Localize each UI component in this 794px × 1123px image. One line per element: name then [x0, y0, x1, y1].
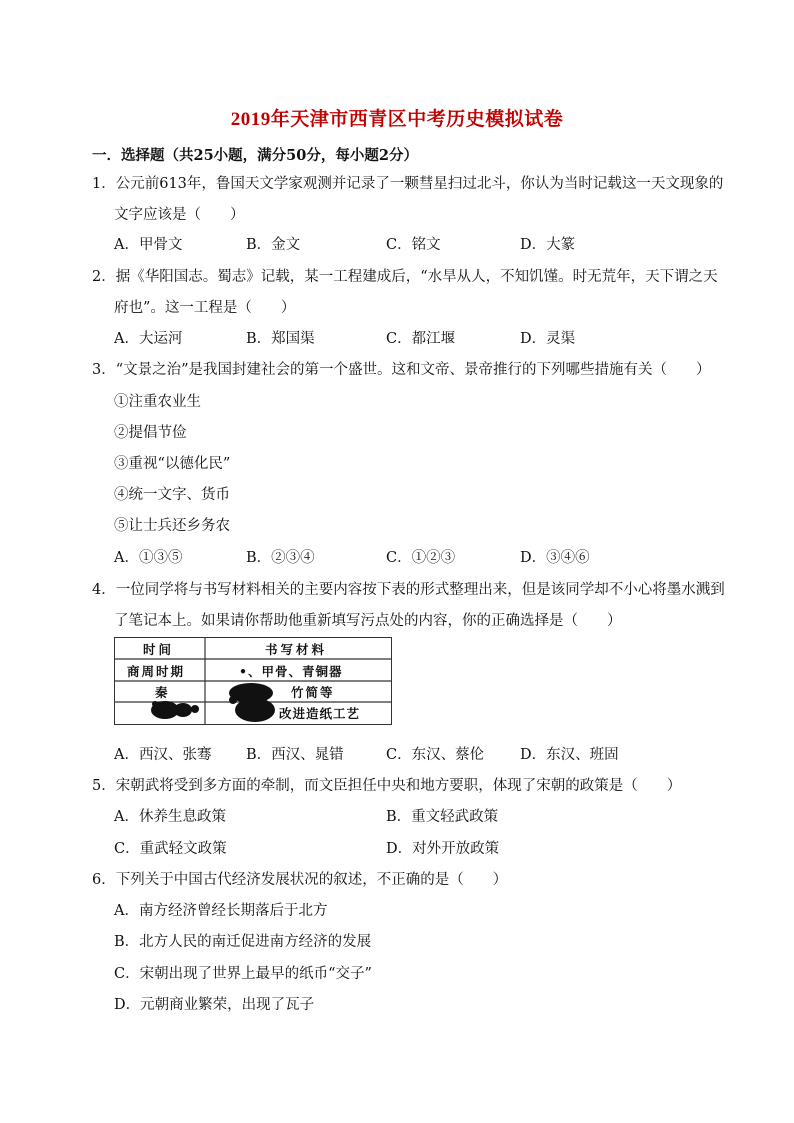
ink-blot-right: [229, 683, 275, 722]
q5-option-c: C．重武轻文政策: [114, 841, 227, 857]
table-cell-bamboo-slips: 竹简等: [291, 685, 335, 700]
question-5-text: 5．宋朝武将受到多方面的牵制，而文臣担任中央和地方要职，体现了宋朝的政策是（ ）: [92, 778, 682, 794]
q1-option-d: D．大篆: [520, 237, 576, 253]
section-heading: 一．选择题（共25小题，满分50分，每小题2分）: [92, 147, 418, 164]
q3-statement-3: ③重视“以德化民”: [114, 456, 231, 472]
q4-option-b: B．西汉、晁错: [246, 747, 344, 763]
q2-option-d: D．灵渠: [520, 331, 576, 347]
q2-option-c: C．都江堰: [386, 331, 456, 347]
q3-option-b: B．②③④: [246, 550, 315, 566]
q5-option-b: B．重文轻武政策: [386, 809, 499, 825]
q3-statement-2: ②提倡节俭: [114, 425, 187, 441]
q3-statement-5: ⑤让士兵还乡务农: [114, 518, 230, 534]
table-cell-shang-zhou: 商周时期: [127, 664, 186, 679]
q3-statement-1: ①注重农业生: [114, 394, 201, 410]
q4-option-d: D．东汉、班固: [520, 747, 619, 763]
q5-option-d: D．对外开放政策: [386, 841, 500, 857]
q1-option-a: A．甲骨文: [114, 237, 183, 253]
q1-option-c: C．铭文: [386, 237, 441, 253]
q3-option-c: C．①②③: [386, 550, 456, 566]
q4-option-c: C．东汉、蔡伦: [386, 747, 485, 763]
table-header-time: 时间: [143, 642, 175, 657]
q2-option-a: A．大运河: [114, 331, 183, 347]
q5-option-a: A．休养生息政策: [114, 809, 226, 825]
table-cell-papermaking: 改进造纸工艺: [279, 706, 361, 721]
ink-stained-table-image: [114, 637, 392, 725]
q3-option-a: A．①③⑤: [114, 550, 183, 566]
question-2-text: 2．据《华阳国志。蜀志》记载，某一工程建成后，“水旱从人，不知饥馑。时无荒年，天下谓之天: [92, 269, 718, 285]
q6-option-d: D．元朝商业繁荣，出现了瓦子: [114, 997, 315, 1013]
q1-option-b: B．金文: [246, 237, 301, 253]
question-2-text-cont: 府也”。这一工程是（ ）: [114, 300, 296, 316]
question-4-text: 4．一位同学将与书写材料相关的主要内容按下表的形式整理出来，但是该同学却不小心将墨水溅到: [92, 582, 725, 598]
question-1-text: 1．公元前613年，鲁国天文学家观测并记录了一颗彗星扫过北斗，你认为当时记载这一天文现象的: [92, 176, 724, 192]
exam-title: 2019年天津市西青区中考历史模拟试卷: [230, 109, 564, 130]
q6-option-b: B．北方人民的南迁促进南方经济的发展: [114, 934, 372, 950]
ink-blot-left: [151, 701, 199, 719]
question-1-text-cont: 文字应该是（ ）: [114, 207, 245, 223]
q6-option-c: C．宋朝出现了世界上最早的纸币“交子”: [114, 966, 372, 982]
question-6-text: 6．下列关于中国古代经济发展状况的叙述，不正确的是（ ）: [92, 872, 508, 888]
q3-option-d: D．③④⑥: [520, 550, 590, 566]
q3-statement-4: ④统一文字、货币: [114, 487, 230, 503]
question-4-text-cont: 了笔记本上。如果请你帮助他重新填写污点处的内容，你的正确选择是（ ）: [114, 613, 622, 629]
table-cell-qin: 秦: [155, 685, 171, 700]
q6-option-a: A．南方经济曾经长期落后于北方: [114, 903, 328, 919]
table-header-material: 书写材料: [265, 642, 328, 657]
q4-option-a: A．西汉、张骞: [114, 747, 212, 763]
q2-option-b: B．郑国渠: [246, 331, 315, 347]
question-3-text: 3．“文景之治”是我国封建社会的第一个盛世。这和文帝、景帝推行的下列哪些措施有关（ ）: [92, 362, 711, 378]
table-cell-oracle-bronze: •、甲骨、青铜器: [239, 664, 343, 679]
